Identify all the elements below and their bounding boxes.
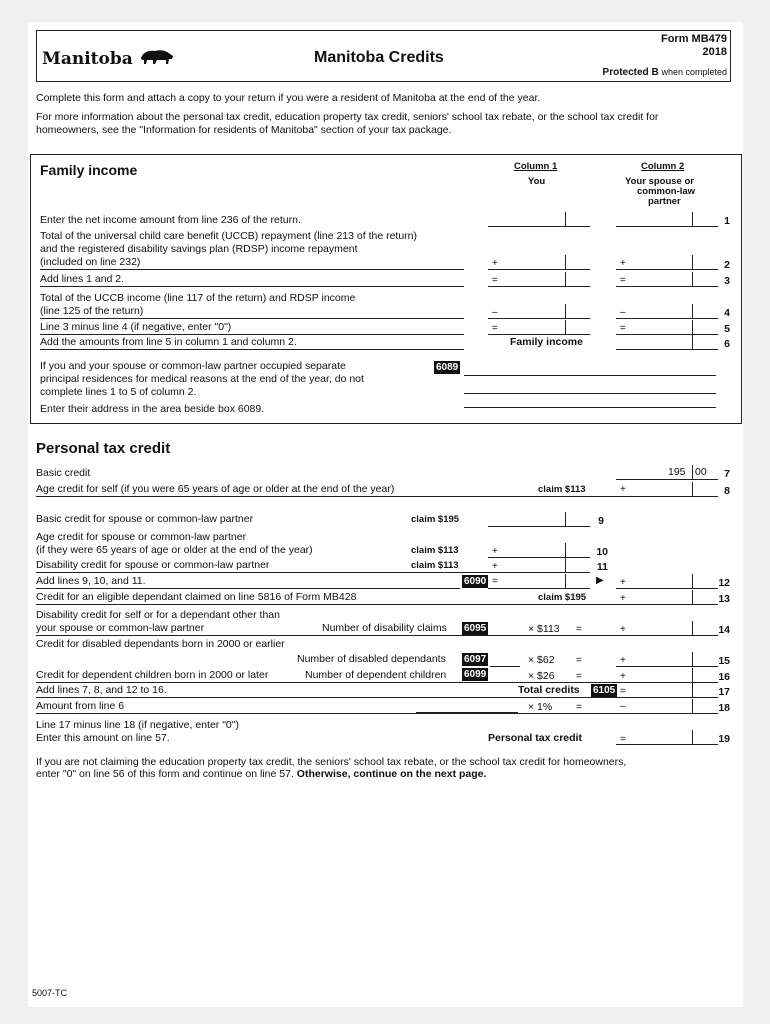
- plus-sign: +: [620, 577, 626, 588]
- line-2-label-a: Total of the universal child care benefit (UCCB) repayment (line 213 of the return): [40, 230, 418, 242]
- line-7-dollars: 195: [668, 466, 686, 478]
- form-id: Form MB479: [660, 33, 727, 45]
- box-6090-code: 6090: [464, 576, 487, 587]
- minus-sign: –: [620, 307, 626, 318]
- line-number: 11: [596, 561, 608, 573]
- address-line-1-input[interactable]: [464, 362, 716, 376]
- line-9-label: Basic credit for spouse or common-law partner: [36, 513, 254, 525]
- intro-line-1: Complete this form and attach a copy to your return if you were a resident of Manitoba at the end of the year.: [36, 92, 541, 104]
- line-14-label-b: your spouse or common-law partner: [36, 622, 205, 634]
- intro-line-2a: For more information about the personal tax credit, education property tax credit, seniors' school tax rebate, or the school tax credit for: [36, 111, 659, 123]
- plus-sign: +: [620, 593, 626, 604]
- line-15-count-input[interactable]: [490, 652, 520, 667]
- line-number: 7: [724, 468, 730, 480]
- line-9-claim: claim $195: [411, 514, 460, 525]
- arrow-right-icon: ▶: [596, 575, 604, 586]
- line-18-multiplier: × 1%: [528, 701, 553, 713]
- line-18-amount-input[interactable]: [416, 698, 518, 713]
- total-credits-label: Total credits: [518, 684, 580, 696]
- line-15-multiplier: × $62: [528, 654, 555, 666]
- line-17-input[interactable]: [616, 683, 718, 698]
- line-7-cents: 00: [695, 466, 707, 478]
- line-4-col2-input[interactable]: [616, 304, 718, 319]
- equals-sign: =: [620, 275, 626, 286]
- line-2-col2-input[interactable]: [616, 255, 718, 270]
- plus-sign: +: [620, 624, 626, 635]
- family-income-heading: Family income: [40, 162, 138, 178]
- line-10-claim: claim $113: [411, 545, 459, 556]
- line-16-input[interactable]: [616, 668, 718, 683]
- line-number: 8: [724, 485, 730, 497]
- line-number: 15: [718, 655, 730, 667]
- separate-residence-text-c: complete lines 1 to 5 of column 2.: [40, 386, 197, 398]
- line-15-label: Credit for disabled dependants born in 2000 or earlier: [36, 638, 285, 650]
- column-1-sub: You: [528, 176, 546, 187]
- line-4-label-b: (line 125 of the return): [40, 305, 144, 317]
- logo-text: Manitoba: [42, 49, 133, 69]
- line-14-multiplier: × $113: [528, 623, 560, 635]
- line-16-multiplier: × $26: [528, 670, 555, 682]
- box-6097-code: 6097: [464, 654, 487, 665]
- plus-sign: +: [492, 258, 498, 269]
- line-number: 18: [718, 702, 730, 714]
- line-14-count-label: Number of disability claims: [322, 622, 447, 634]
- minus-sign: –: [492, 307, 498, 318]
- line-19-input[interactable]: [616, 730, 718, 745]
- line-number: 6: [724, 338, 730, 350]
- plus-sign: +: [620, 484, 626, 495]
- line-12-label: Add lines 9, 10, and 11.: [36, 575, 146, 587]
- column-2-sub3: partner: [648, 196, 681, 207]
- line-number: 12: [718, 577, 730, 589]
- line-4-col1-input[interactable]: [488, 304, 590, 319]
- personal-tax-credit-label: Personal tax credit: [488, 732, 582, 744]
- line-14-count-input[interactable]: [490, 621, 520, 636]
- line-6-input[interactable]: [616, 335, 718, 350]
- line-19-label-a: Line 17 minus line 18 (if negative, enter "0"): [36, 719, 239, 731]
- plus-sign: +: [620, 655, 626, 666]
- line-number: 5: [724, 323, 730, 335]
- line-8-label: Age credit for self (if you were 65 years of age or older at the end of the year): [36, 483, 395, 495]
- line-6-label: Add the amounts from line 5 in column 1 and column 2.: [40, 336, 297, 348]
- line-14-label-a: Disability credit for self or for a dependant other than: [36, 609, 280, 621]
- column-2-sub1: Your spouse or: [625, 176, 694, 187]
- line-19-label-b: Enter this amount on line 57.: [36, 732, 170, 744]
- line-1-label: Enter the net income amount from line 236 of the return.: [40, 214, 301, 226]
- equals-sign: =: [576, 655, 582, 666]
- personal-tax-credit-heading: Personal tax credit: [36, 440, 171, 457]
- line-13-label: Credit for an eligible dependant claimed on line 5816 of Form MB428: [36, 591, 357, 603]
- line-number: 1: [724, 215, 730, 227]
- line-16-count-label: Number of dependent children: [305, 669, 447, 681]
- footer-form-code: 5007-TC: [32, 988, 68, 998]
- box-6095-code: 6095: [464, 623, 487, 634]
- line-11-label: Disability credit for spouse or common-law partner: [36, 559, 270, 571]
- plus-sign: +: [620, 258, 626, 269]
- footer-note-line-2: enter "0" on line 56 of this form and continue on line 57. Otherwise, continue on the next page.: [36, 768, 487, 780]
- line-11-claim: claim $113: [411, 560, 459, 571]
- manitoba-logo: [42, 48, 175, 69]
- column-2-title: Column 2: [641, 161, 685, 172]
- address-line-3-input[interactable]: [464, 394, 716, 408]
- line-7-label: Basic credit: [36, 467, 91, 479]
- equals-sign: =: [620, 686, 626, 697]
- line-9-input[interactable]: [488, 512, 590, 527]
- line-5-label: Line 3 minus line 4 (if negative, enter "0"): [40, 321, 232, 333]
- line-number: 17: [718, 686, 730, 698]
- plus-sign: +: [620, 671, 626, 682]
- protected-label: Protected B when completed: [602, 67, 727, 78]
- line-1-col1-input[interactable]: [488, 212, 590, 227]
- line-5-col1-input[interactable]: [488, 320, 590, 335]
- form-year: 2018: [702, 46, 727, 58]
- equals-sign: =: [492, 275, 498, 286]
- line-number: 4: [724, 307, 730, 319]
- line-2-label-c: (included on line 232): [40, 256, 141, 268]
- footer-note-line-1: If you are not claiming the education property tax credit, the seniors' school tax rebate, or the school tax credit for homeowners,: [36, 756, 627, 768]
- line-10-input[interactable]: [488, 543, 590, 558]
- line-number: 14: [718, 624, 730, 636]
- line-15-input[interactable]: [616, 652, 718, 667]
- separate-residence-text-a: If you and your spouse or common-law partner occupied separate: [40, 360, 346, 372]
- equals-sign: =: [620, 734, 626, 745]
- plus-sign: +: [492, 546, 498, 557]
- line-number: 3: [724, 275, 730, 287]
- line-2-col1-input[interactable]: [488, 255, 590, 270]
- minus-sign: –: [620, 701, 626, 712]
- line-11-input[interactable]: [488, 558, 590, 573]
- line-3-col1-input[interactable]: [488, 272, 590, 287]
- box-6105-code: 6105: [593, 685, 616, 696]
- line-8-claim: claim $113: [538, 484, 586, 495]
- line-12-col1-input[interactable]: [488, 574, 590, 589]
- line-15-count-label: Number of disabled dependants: [297, 653, 446, 665]
- line-18-input[interactable]: [616, 699, 718, 714]
- line-number: 9: [598, 515, 604, 527]
- intro-line-2b: homeowners, see the "Information for residents of Manitoba" section of your tax package.: [36, 124, 452, 136]
- line-5-col2-input[interactable]: [616, 320, 718, 335]
- line-16-count-input[interactable]: [490, 668, 520, 683]
- plus-sign: +: [492, 561, 498, 572]
- line-16-label: Credit for dependent children born in 2000 or later: [36, 669, 269, 681]
- equals-sign: =: [576, 671, 582, 682]
- line-3-col2-input[interactable]: [616, 272, 718, 287]
- address-line-2-input[interactable]: [464, 380, 716, 394]
- line-17-label: Add lines 7, 8, and 12 to 16.: [36, 684, 167, 696]
- equals-sign: =: [576, 624, 582, 635]
- separate-residence-text-d: Enter their address in the area beside box 6089.: [40, 403, 265, 415]
- line-13-claim: claim $195: [538, 592, 587, 603]
- line-number: 16: [718, 671, 730, 683]
- line-number: 13: [718, 593, 730, 605]
- line-8-input[interactable]: [616, 482, 718, 497]
- line-2-label-b: and the registered disability savings plan (RDSP) income repayment: [40, 243, 358, 255]
- line-4-label-a: Total of the UCCB income (line 117 of the return) and RDSP income: [40, 292, 356, 304]
- bison-icon: [139, 48, 175, 66]
- line-13-input[interactable]: [616, 590, 718, 605]
- equals-sign: =: [576, 702, 582, 713]
- column-2-sub2: common-law: [637, 186, 696, 197]
- form-title: Manitoba Credits: [314, 49, 444, 66]
- line-number: 19: [718, 733, 730, 745]
- box-6089-code: 6089: [436, 362, 459, 373]
- line-number: 10: [596, 546, 608, 558]
- equals-sign: =: [492, 323, 498, 334]
- box-6099-code: 6099: [464, 669, 487, 680]
- line-3-label: Add lines 1 and 2.: [40, 273, 125, 285]
- line-1-col2-input[interactable]: [616, 212, 718, 227]
- line-18-label: Amount from line 6: [36, 700, 125, 712]
- form-page: [28, 22, 743, 1007]
- family-income-label: Family income: [510, 336, 583, 348]
- line-10-label-a: Age credit for spouse or common-law partner: [36, 531, 247, 543]
- line-10-label-b: (if they were 65 years of age or older at the end of the year): [36, 544, 313, 556]
- column-1-title: Column 1: [514, 161, 558, 172]
- line-12-input[interactable]: [616, 574, 718, 589]
- equals-sign: =: [620, 323, 626, 334]
- line-14-input[interactable]: [616, 621, 718, 636]
- line-number: 2: [724, 259, 730, 271]
- equals-sign: =: [492, 576, 498, 587]
- separate-residence-text-b: principal residences for medical reasons at the end of the year, do not: [40, 373, 364, 385]
